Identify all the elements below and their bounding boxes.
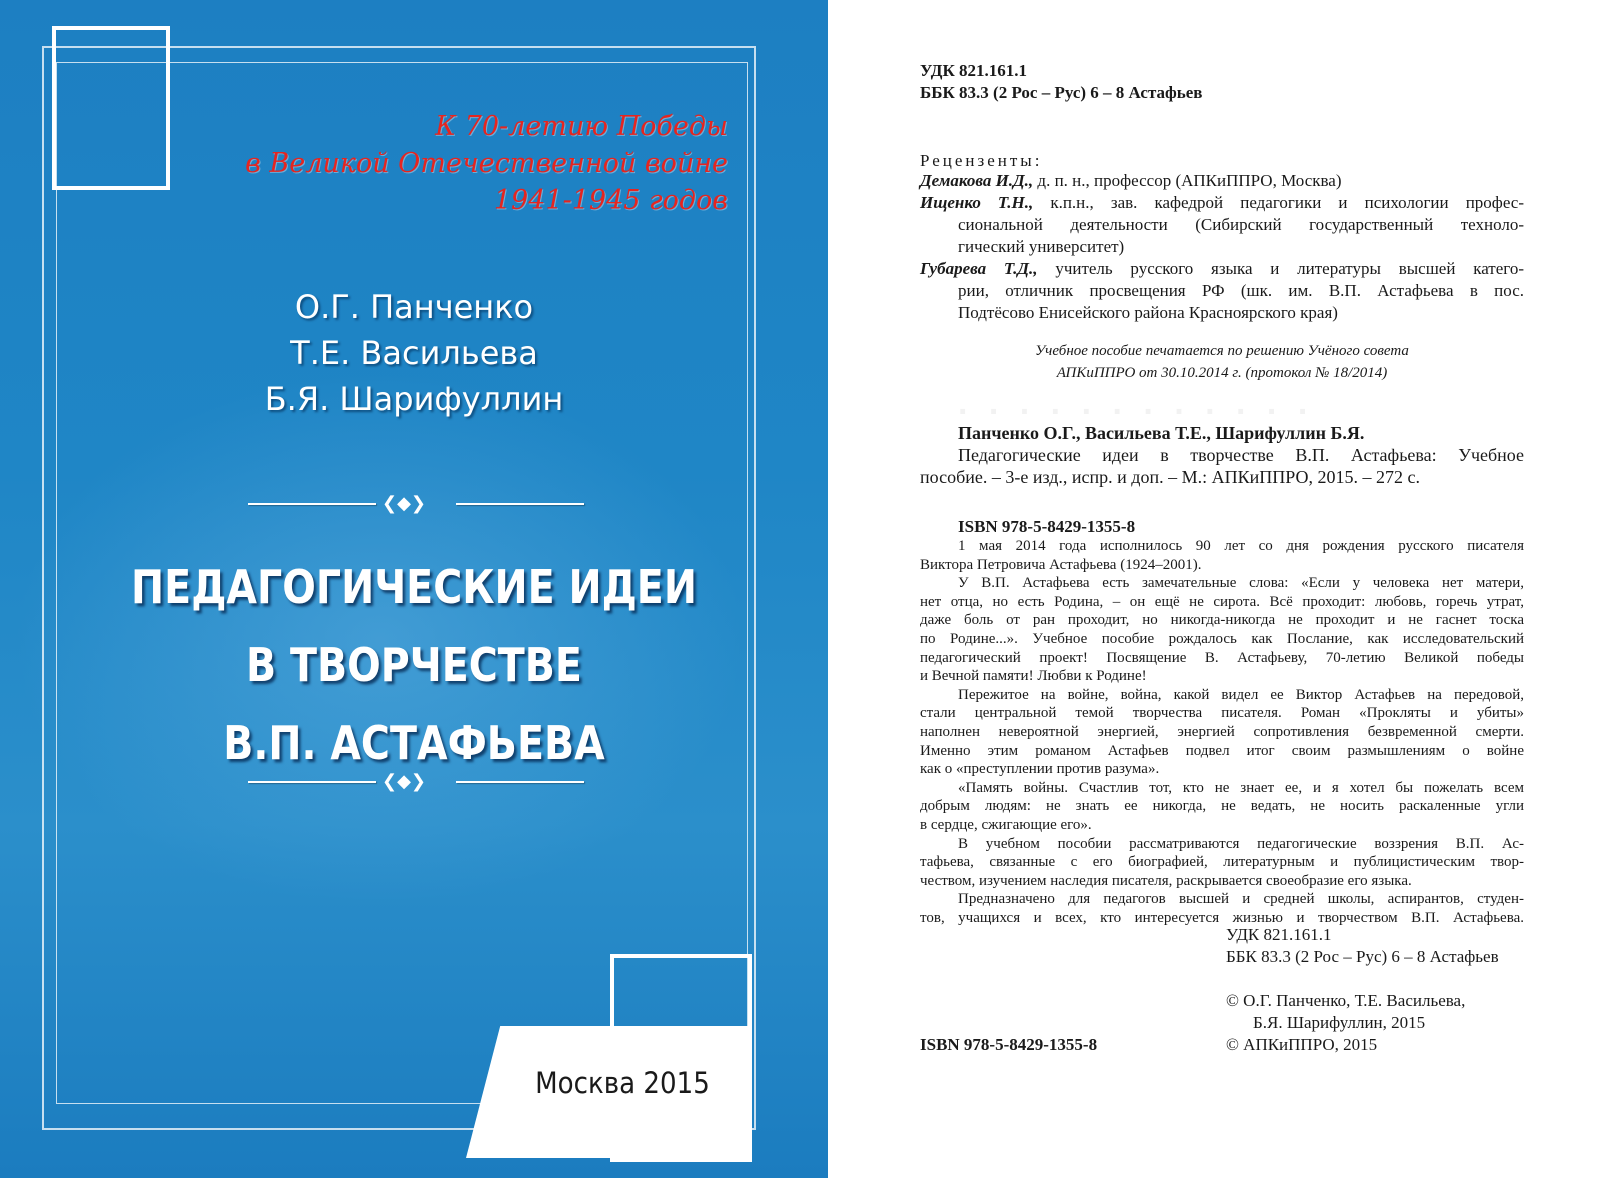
- abstract-line: Именно этим романом Астафьев подвел итог своим размышлениям о войне: [920, 742, 1524, 759]
- bbk-code: ББК 83.3 (2 Рос – Рус) 6 – 8 Астафьев: [920, 83, 1203, 102]
- abstract-line: даже боль от ран проходит, но никогда-никогда не проходит и не гаснет тоска: [920, 612, 1524, 629]
- publisher-city-year: Москва 2015: [535, 1066, 710, 1100]
- cover-subtitle-line: в Великой Отечественной войне: [245, 148, 728, 179]
- citation-line: пособие. – 3-е изд., испр. и доп. – М.: АПКиППРО, 2015. – 272 с.: [920, 467, 1420, 487]
- citation-line: Педагогические идеи в творчестве В.П. Астафьева: Учебное: [958, 445, 1524, 465]
- abstract-line: как о «преступлении против разума».: [920, 761, 1160, 778]
- abstract-line: по Родине...». Учебное пособие рождалось как Послание, как исследовательский: [920, 631, 1524, 647]
- cover-author: О.Г. Панченко: [294, 288, 534, 326]
- cover-subtitle-line: К 70-летию Победы: [435, 111, 728, 142]
- imprint-page: [828, 0, 1610, 1178]
- reviewer-details: к.п.н., зав. кафедрой педагогики и психологии профес-: [1033, 193, 1524, 212]
- reviewer-name: Губарева Т.Д.,: [920, 259, 1038, 278]
- ornament-diamond-icon: ❮◆❯: [382, 493, 427, 514]
- abstract-line: и Вечной памяти! Любви к Родине!: [920, 668, 1147, 685]
- reviewer-details-line: Подтёсово Енисейского района Красноярского края): [958, 303, 1338, 322]
- cover-title: [58, 548, 770, 782]
- reviewer-details: д. п. н., профессор (АПКиППРО, Москва): [1033, 171, 1342, 190]
- abstract-line: тафьева, связанные с его биографией, литературным и публицистическим твор-: [920, 854, 1524, 871]
- ornament-diamond-icon: ❮◆❯: [382, 771, 427, 792]
- cover-title-line: В.П. АСТАФЬЕВА: [223, 716, 605, 770]
- copyright-authors-cont: Б.Я. Шарифуллин, 2015: [1253, 1013, 1426, 1032]
- show-through-ghost-text: . . . . . . . . . . . .: [958, 384, 1314, 422]
- cover-author: Т.Е. Васильева: [290, 334, 538, 372]
- abstract-line: Предназначено для педагогов высшей и средней школы, аспирантов, студен-: [958, 891, 1524, 908]
- cover-title-line: В ТВОРЧЕСТВЕ: [246, 638, 582, 692]
- udk-code-bottom: УДК 821.161.1: [1226, 925, 1332, 944]
- cover-subtitle: [208, 108, 728, 219]
- reviewer-entry: [920, 170, 1342, 192]
- abstract-line: 1 мая 2014 года исполнилось 90 лет со дня рождения русского писателя: [958, 538, 1524, 554]
- reviewer-name: Демакова И.Д.,: [920, 171, 1034, 190]
- reviewers-heading: Рецензенты:: [920, 151, 1043, 170]
- cover-title-line: ПЕДАГОГИЧЕСКИЕ ИДЕИ: [131, 560, 697, 614]
- isbn-number-bottom: ISBN 978-5-8429-1355-8: [920, 1035, 1098, 1054]
- cover-subtitle-line: 1941-1945 годов: [493, 185, 728, 216]
- reviewer-details-line: рии, отличник просвещения РФ (шк. им. В.П. Астафьева в пос.: [958, 281, 1524, 300]
- abstract-line: нет отца, но есть Родина, – он ещё не сирота. Всё проходит: любовь, горечь утрат,: [920, 593, 1524, 610]
- approval-line: Учебное пособие печатается по решению Учёного совета: [1035, 343, 1409, 359]
- isbn-number: ISBN 978-5-8429-1355-8: [958, 517, 1136, 536]
- abstract-line: педагогический проект! Посвящение В. Астафьеву, 70-летию Великой победы: [920, 649, 1524, 666]
- abstract-line: «Память войны. Счастлив тот, кто не знает ее, и я хотел бы пожелать всем: [958, 779, 1524, 796]
- abstract-line: Пережитое на войне, война, какой видел ее Виктор Астафьев на передовой,: [958, 686, 1524, 703]
- approval-line: АПКиППРО от 30.10.2014 г. (протокол № 18/2014): [1056, 365, 1388, 381]
- abstract-line: стали центральной темой творчества писателя. Роман «Прокляты и убиты»: [920, 705, 1524, 722]
- abstract-line: Виктора Петровича Астафьева (1924–2001).: [920, 556, 1202, 573]
- cover-authors: [0, 284, 828, 422]
- abstract-line: добрым людям: не знать ее никогда, не ведать, не носить раскаленные угли: [920, 798, 1524, 815]
- abstract-line: в сердце, сжигающие его».: [920, 817, 1092, 833]
- ornament-divider-top: [248, 494, 584, 514]
- abstract-line: наполнен невероятной энергией, энергией сопротивления безвременной смерти.: [920, 724, 1524, 740]
- abstract-line: тов, учащихся и всех, кто интересуется жизнью и творчеством В.П. Астафьева.: [920, 910, 1524, 926]
- reviewer-name: Ищенко Т.Н.,: [920, 193, 1034, 212]
- reviewer-details: учитель русского языка и литературы высшей катего-: [1037, 259, 1524, 278]
- cover-author: Б.Я. Шарифуллин: [264, 380, 564, 418]
- bbk-code-bottom: ББК 83.3 (2 Рос – Рус) 6 – 8 Астафьев: [1226, 947, 1499, 966]
- citation-authors: Панченко О.Г., Васильева Т.Е., Шарифуллин Б.Я.: [958, 423, 1365, 443]
- abstract-line: чеством, изучением наследия писателя, раскрывается своеобразие его языка.: [920, 872, 1412, 889]
- ornament-divider-bottom: [248, 772, 584, 792]
- approval-note: [920, 340, 1524, 384]
- udk-code: УДК 821.161.1: [920, 61, 1028, 80]
- copyright-publisher: © АПКиППРО, 2015: [1226, 1035, 1378, 1054]
- reviewer-details-line: сиональной деятельности (Сибирский государственный техноло-: [958, 215, 1524, 234]
- reviewer-entry: [920, 258, 1524, 280]
- cover-corner-square-top: [52, 26, 170, 190]
- abstract-line: В учебном пособии рассматриваются педагогические воззрения В.П. Ас-: [958, 835, 1524, 852]
- reviewer-entry: [920, 192, 1524, 214]
- reviewer-details-line: гический университет): [958, 237, 1125, 256]
- abstract-line: У В.П. Астафьева есть замечательные слова: «Если у человека нет матери,: [958, 575, 1524, 592]
- copyright-authors: © О.Г. Панченко, Т.Е. Васильева,: [1226, 991, 1466, 1010]
